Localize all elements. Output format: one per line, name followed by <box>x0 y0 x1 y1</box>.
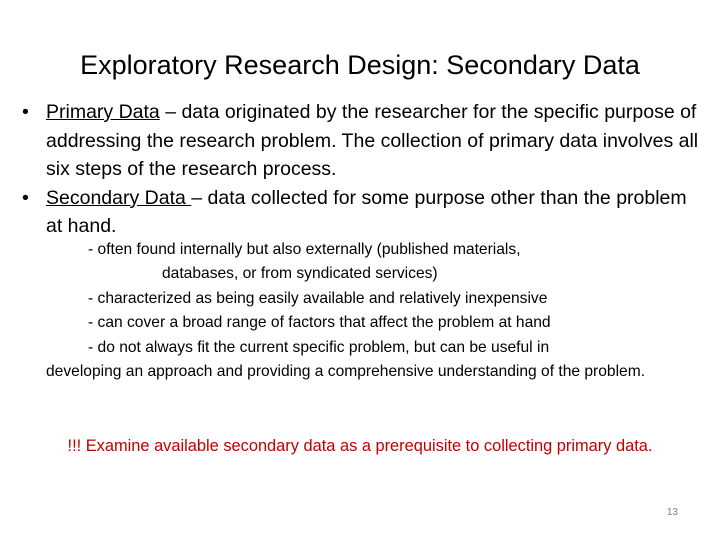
term-secondary-data: Secondary Data <box>46 186 192 209</box>
bullet-dot-icon: • <box>22 101 29 123</box>
secondary-data-details <box>46 238 686 384</box>
detail-line-continuation: developing an approach and providing a comprehensive understanding of the problem. <box>46 363 646 381</box>
definition-secondary-data: – data collected for some purpose other than the problem at hand. <box>46 186 687 237</box>
detail-line-continuation: databases, or from syndicated services) <box>162 265 438 283</box>
prerequisite-note: !!! Examine available secondary data as a prerequisite to collecting primary data. <box>67 437 653 455</box>
bullet-primary-data <box>22 98 702 184</box>
bullet-list <box>22 98 702 241</box>
detail-line: - do not always fit the current specific problem, but can be useful in <box>88 338 550 356</box>
detail-line: - often found internally but also externally (published materials, <box>88 241 521 258</box>
page-number: 13 <box>666 507 678 518</box>
detail-line: - can cover a broad range of factors that affect the problem at hand <box>88 314 551 332</box>
bullet-dot-icon: • <box>22 186 29 209</box>
term-primary-data: Primary Data <box>46 101 160 123</box>
bullet-secondary-data <box>22 184 702 241</box>
definition-primary-data: – data originated by the researcher for the specific purpose of addressing the research problem. The collection of primary data involves all six steps of the research process. <box>46 101 699 180</box>
detail-line: - characterized as being easily available and relatively inexpensive <box>88 289 548 307</box>
slide-title: Exploratory Research Design: Secondary Data <box>80 50 640 80</box>
